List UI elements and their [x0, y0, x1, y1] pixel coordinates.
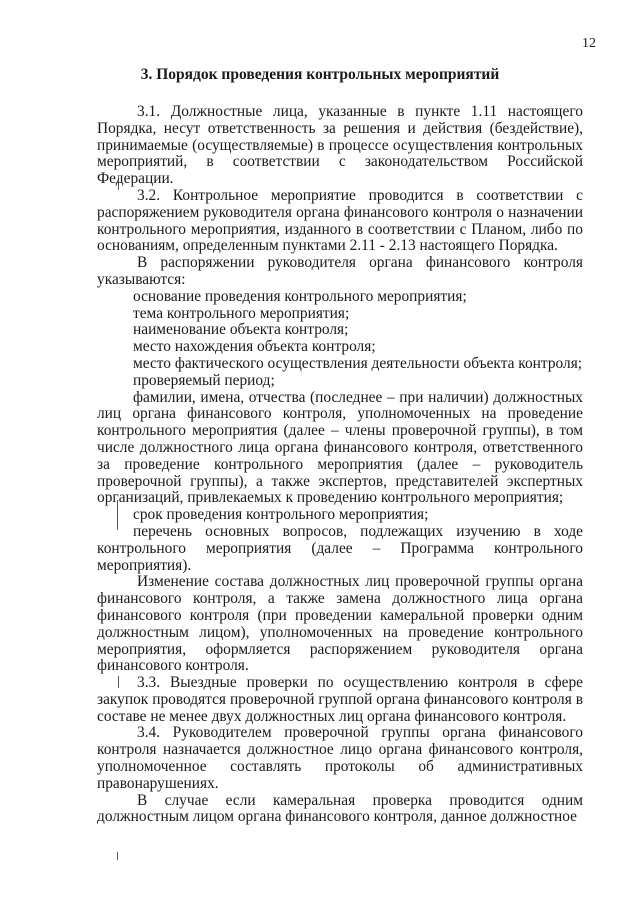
- list-item: тема контрольного мероприятия;: [133, 304, 350, 322]
- list-item: основание проведения контрольного мероприятия;: [133, 287, 467, 305]
- list-item: место фактического осуществления деятельности объекта контроля;: [133, 354, 583, 372]
- list-item: наименование объекта контроля;: [133, 321, 349, 339]
- paragraph-case: В случае если камеральная проверка проводится одним должностным лицом органа финансового контроля, данное должностное: [97, 791, 583, 826]
- paragraph-order-intro: В распоряжении руководителя органа финансового контроля указываются:: [97, 254, 583, 288]
- list-item: проверяемый период;: [133, 371, 275, 389]
- list-item: перечень основных вопросов, подлежащих изучению в ходе контрольного мероприятия (далее – Программа контрольного мероприятия).: [97, 522, 583, 574]
- page-number: 12: [582, 36, 596, 51]
- scan-mark: [117, 852, 118, 860]
- list-item: фамилии, имена, отчества (последнее – при наличии) должностных лиц органа финансового контроля, уполномоченных на проведение контрольного мероприятия (далее – члены проверочной группы), в том числе должностного лица органа финансового контроля, ответственного за проведение контрольного мероприятия (далее – руководитель проверочной группы), а также экспертов, представителей экспертных организаций, привлекаемых к проведению контрольного мероприятия;: [97, 388, 583, 507]
- list-item: срок проведения контрольного мероприятия;: [133, 506, 429, 524]
- section-title: 3. Порядок проведения контрольных мероприятий: [140, 66, 500, 83]
- paragraph-3-3: 3.3. Выездные проверки по осуществлению контроля в сфере закупок проводятся проверочной группой органа финансового контроля в составе не менее двух должностных лиц органа финансового контроля.: [97, 674, 583, 725]
- paragraph-3-4: 3.4. Руководителем проверочной группы органа финансового контроля назначается должностное лицо органа финансового контроля, уполномоченное составлять протоколы об административных правонарушениях.: [97, 724, 583, 792]
- document-body: [97, 104, 583, 826]
- list-item: место нахождения объекта контроля;: [133, 338, 376, 356]
- paragraph-change: Изменение состава должностных лиц проверочной группы органа финансового контроля, а также замена должностного лица органа финансового контроля (при проведении камеральной проверки одним должностным лицом), уполномоченных на проведение контрольного мероприятия, оформляется распоряжением руководителя органа финансового контроля.: [97, 573, 583, 675]
- paragraph-3-2: 3.2. Контрольное мероприятие проводится в соответствии с распоряжением руководителя органа финансового контроля о назначении контрольного мероприятия, изданного в соответствии с Планом, либо по основаниям, определенным пунктами 2.11 - 2.13 настоящего Порядка.: [97, 186, 583, 255]
- paragraph-3-1: 3.1. Должностные лица, указанные в пункте 1.11 настоящего Порядка, несут ответственность за решения и действия (бездействие), принимаемые (осуществляемые) в процессе осуществления контрольных мероприятий, в соответствии с законодательством Российской Федерации.: [97, 103, 583, 188]
